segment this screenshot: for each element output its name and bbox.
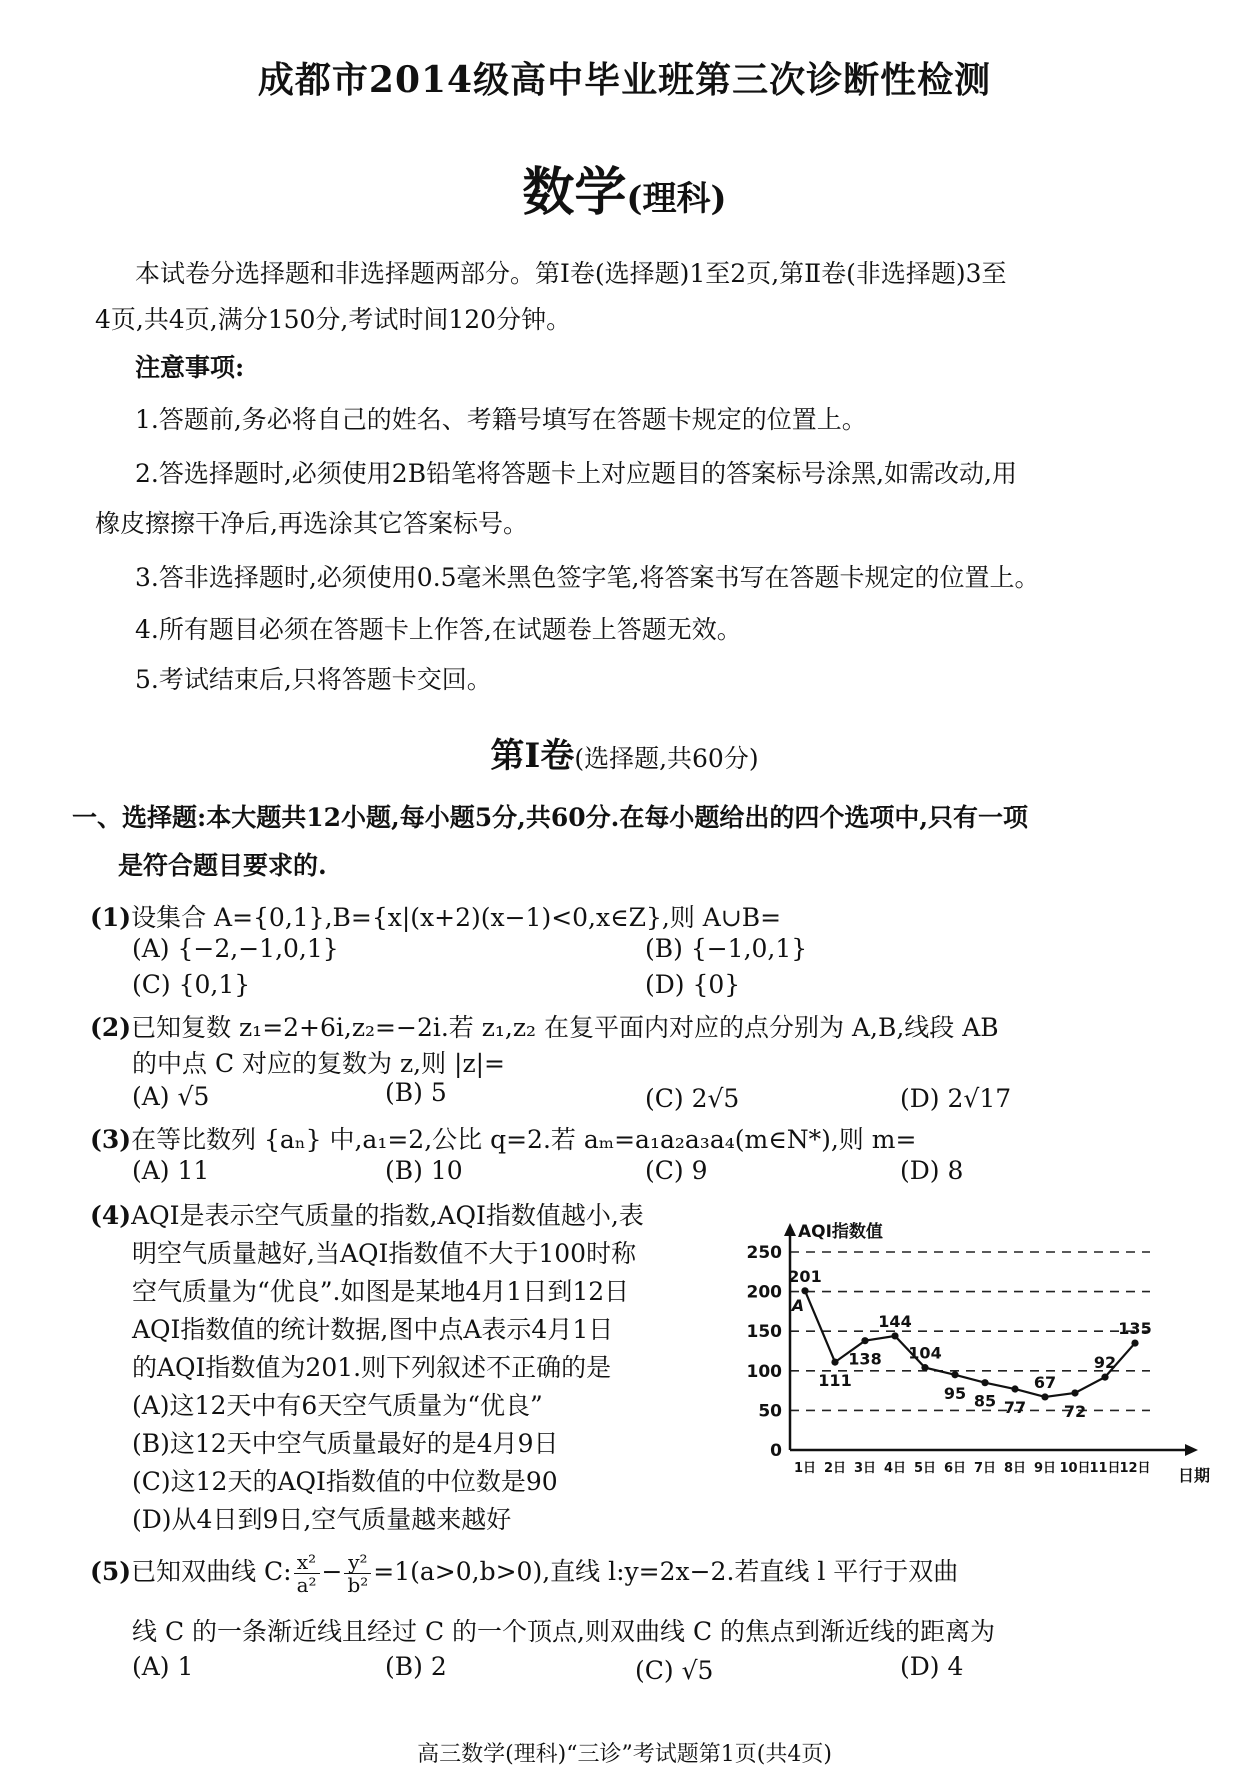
question-4 <box>90 1196 644 1232</box>
x-axis-arrow <box>1185 1444 1198 1456</box>
intro-line-2: 4页,共4页,满分150分,考试时间120分钟。 <box>95 305 572 334</box>
fraction-2-numerator: y² <box>344 1551 371 1574</box>
question-2-stem-1: 已知复数 z₁=2+6i,z₂=−2i.若 z₁,z₂ 在复平面内对应的点分别为 A,B,线段 AB <box>131 1013 999 1042</box>
y-axis-arrow <box>784 1223 796 1236</box>
question-2-stem-2: 的中点 C 对应的复数为 z,则 |z|= <box>132 1049 505 1078</box>
data-label-9: 67 <box>1033 1372 1057 1392</box>
q5-option-d: (D) 4 <box>900 1652 964 1681</box>
part1-line-1: 一、选择题:本大题共12小题,每小题5分,共60分.在每小题给出的四个选项中,只有一项 <box>72 803 1029 832</box>
x-tick-label-12: 12日 <box>1119 1461 1151 1476</box>
y-tick-label-0: 0 <box>770 1441 782 1461</box>
data-point-5 <box>921 1364 928 1371</box>
data-point-4 <box>891 1332 898 1339</box>
q3-option-c: (C) 9 <box>645 1156 708 1185</box>
question-4-line-5: 的AQI指数值为201.则下列叙述不正确的是 <box>132 1353 612 1382</box>
q3-option-d: (D) 8 <box>900 1156 964 1185</box>
question-1-number: (1) <box>90 903 132 932</box>
series-line <box>805 1291 1135 1397</box>
q2-option-d: (D) 2√17 <box>900 1084 1012 1113</box>
data-label-11: 92 <box>1093 1353 1117 1373</box>
q4-option-b: (B)这12天中空气质量最好的是4月9日 <box>132 1429 559 1458</box>
q1-option-b: (B) {−1,0,1} <box>645 934 808 963</box>
x-tick-label-2: 2日 <box>823 1461 847 1476</box>
q4-option-d: (D)从4日到9日,空气质量越来越好 <box>132 1505 512 1534</box>
section-subtitle: (选择题,共60分) <box>574 744 759 773</box>
x-tick-label-11: 11日 <box>1089 1461 1121 1476</box>
fraction-1-denominator: a² <box>296 1573 317 1597</box>
note-item-2-cont: 橡皮擦擦干净后,再选涂其它答案标号。 <box>95 509 528 538</box>
data-label-10: 72 <box>1063 1401 1087 1421</box>
q4-option-a: (A)这12天中有6天空气质量为“优良” <box>132 1391 543 1420</box>
question-4-line-3: 空气质量为“优良”.如图是某地4月1日到12日 <box>132 1277 630 1306</box>
data-point-10 <box>1071 1389 1078 1396</box>
x-tick-label-8: 8日 <box>1003 1461 1027 1476</box>
question-2-number: (2) <box>90 1013 132 1042</box>
q2-option-c: (C) 2√5 <box>645 1084 740 1113</box>
chart-series <box>801 1287 1138 1400</box>
q1-option-a: (A) {−2,−1,0,1} <box>132 934 339 963</box>
note-item-5: 5.考试结束后,只将答题卡交回。 <box>135 665 492 694</box>
q3-option-b: (B) 10 <box>385 1156 463 1185</box>
data-point-12 <box>1131 1339 1138 1346</box>
y-tick-label-100: 100 <box>746 1361 782 1382</box>
q5-option-a: (A) 1 <box>132 1652 194 1681</box>
q1-option-c: (C) {0,1} <box>132 970 251 999</box>
question-2 <box>90 1008 999 1044</box>
question-4-line-1: AQI是表示空气质量的指数,AQI指数值越小,表 <box>131 1201 644 1230</box>
question-5-stem-post: =1(a>0,b>0),直线 l:y=2x−2.若直线 l 平行于双曲 <box>373 1557 959 1586</box>
x-tick-label-1: 1日 <box>793 1461 817 1476</box>
data-point-6 <box>951 1371 958 1378</box>
question-3 <box>90 1120 916 1156</box>
data-label-1: 201 <box>788 1266 822 1286</box>
section-title <box>0 728 1249 777</box>
q3-option-a: (A) 11 <box>132 1156 210 1185</box>
data-point-1 <box>801 1287 808 1294</box>
data-point-11 <box>1101 1374 1108 1381</box>
q1-option-d: (D) {0} <box>645 970 741 999</box>
data-point-7 <box>981 1379 988 1386</box>
data-label-4: 144 <box>878 1311 912 1331</box>
fraction-2-denominator: b² <box>347 1573 369 1597</box>
part1-line-2: 是符合题目要求的. <box>118 851 327 880</box>
note-item-4: 4.所有题目必须在答题卡上作答,在试题卷上答题无效。 <box>135 615 742 644</box>
note-item-2: 2.答选择题时,必须使用2B铅笔将答题卡上对应题目的答案标号涂黑,如需改动,用 <box>135 459 1017 488</box>
section-name: 第Ⅰ卷 <box>490 736 575 776</box>
x-axis-label: 日期 <box>1178 1466 1211 1485</box>
fraction-1-numerator: x² <box>294 1551 320 1574</box>
question-4-line-2: 明空气质量越好,当AQI指数值不大于100时称 <box>132 1239 637 1268</box>
x-tick-label-3: 3日 <box>853 1461 877 1476</box>
data-label-6: 95 <box>943 1383 967 1403</box>
note-item-1: 1.答题前,务必将自己的姓名、考籍号填写在答题卡规定的位置上。 <box>135 405 867 434</box>
minus-sign: − <box>321 1557 343 1586</box>
x-tick-label-9: 9日 <box>1033 1461 1057 1476</box>
data-label-8: 77 <box>1003 1398 1027 1418</box>
data-point-9 <box>1041 1393 1048 1400</box>
question-5-number: (5) <box>90 1557 132 1586</box>
data-label-12: 135 <box>1118 1319 1152 1339</box>
page-footer: 高三数学(理科)“三诊”考试题第1页(共4页) <box>417 1742 832 1767</box>
data-label-7: 85 <box>973 1391 997 1411</box>
question-1 <box>90 898 781 934</box>
x-tick-label-7: 7日 <box>973 1461 997 1476</box>
notes-heading: 注意事项: <box>135 353 245 382</box>
note-item-3: 3.答非选择题时,必须使用0.5毫米黑色签字笔,将答案书写在答题卡规定的位置上。 <box>135 563 1040 592</box>
subject-title <box>0 150 1249 225</box>
question-4-line-4: AQI指数值的统计数据,图中点A表示4月1日 <box>132 1315 614 1344</box>
x-tick-label-6: 6日 <box>943 1461 967 1476</box>
fraction-x2-a2 <box>294 1551 320 1596</box>
question-4-number: (4) <box>90 1201 132 1230</box>
data-label-2: 111 <box>818 1371 852 1391</box>
question-5-stem-2: 线 C 的一条渐近线且经过 C 的一个顶点,则双曲线 C 的焦点到渐近线的距离为 <box>132 1617 996 1646</box>
x-tick-label-4: 4日 <box>883 1461 907 1476</box>
subject-paren: (理科) <box>626 179 727 219</box>
point-a-label: A <box>791 1295 805 1315</box>
q2-option-b: (B) 5 <box>385 1078 447 1107</box>
q5-option-b: (B) 2 <box>385 1652 447 1681</box>
q2-option-a: (A) √5 <box>132 1082 210 1111</box>
subject-name: 数学 <box>522 162 627 223</box>
x-tick-label-5: 5日 <box>913 1461 937 1476</box>
question-5 <box>90 1546 958 1598</box>
q4-option-c: (C)这12天的AQI指数值的中位数是90 <box>132 1467 558 1496</box>
y-tick-label-150: 150 <box>746 1322 782 1343</box>
question-1-stem: 设集合 A={0,1},B={x|(x+2)(x−1)<0,x∈Z},则 A∪B= <box>131 903 782 932</box>
y-axis-label: AQI指数值 <box>798 1222 883 1242</box>
x-tick-label-10: 10日 <box>1059 1461 1091 1476</box>
data-label-3: 138 <box>848 1349 882 1369</box>
aqi-line-chart <box>735 1218 1211 1498</box>
data-point-8 <box>1011 1385 1018 1392</box>
question-3-number: (3) <box>90 1125 132 1154</box>
y-tick-label-200: 200 <box>746 1282 782 1303</box>
question-5-stem-pre: 已知双曲线 C: <box>131 1557 292 1586</box>
intro-line-1: 本试卷分选择题和非选择题两部分。第Ⅰ卷(选择题)1至2页,第Ⅱ卷(非选择题)3至 <box>135 259 1007 288</box>
chart-axes <box>784 1223 1198 1456</box>
y-tick-label-50: 50 <box>758 1401 782 1422</box>
data-point-3 <box>861 1337 868 1344</box>
fraction-y2-b2 <box>344 1551 371 1596</box>
question-3-stem: 在等比数列 {aₙ} 中,a₁=2,公比 q=2.若 aₘ=a₁a₂a₃a₄(m∈N*),则 m= <box>131 1125 917 1154</box>
y-tick-label-250: 250 <box>746 1243 782 1263</box>
q5-option-c: (C) √5 <box>635 1656 714 1685</box>
exam-title: 成都市2014级高中毕业班第三次诊断性检测 <box>257 59 992 101</box>
data-label-5: 104 <box>908 1343 942 1363</box>
data-point-2 <box>831 1358 838 1365</box>
chart-labels <box>788 1221 1210 1485</box>
